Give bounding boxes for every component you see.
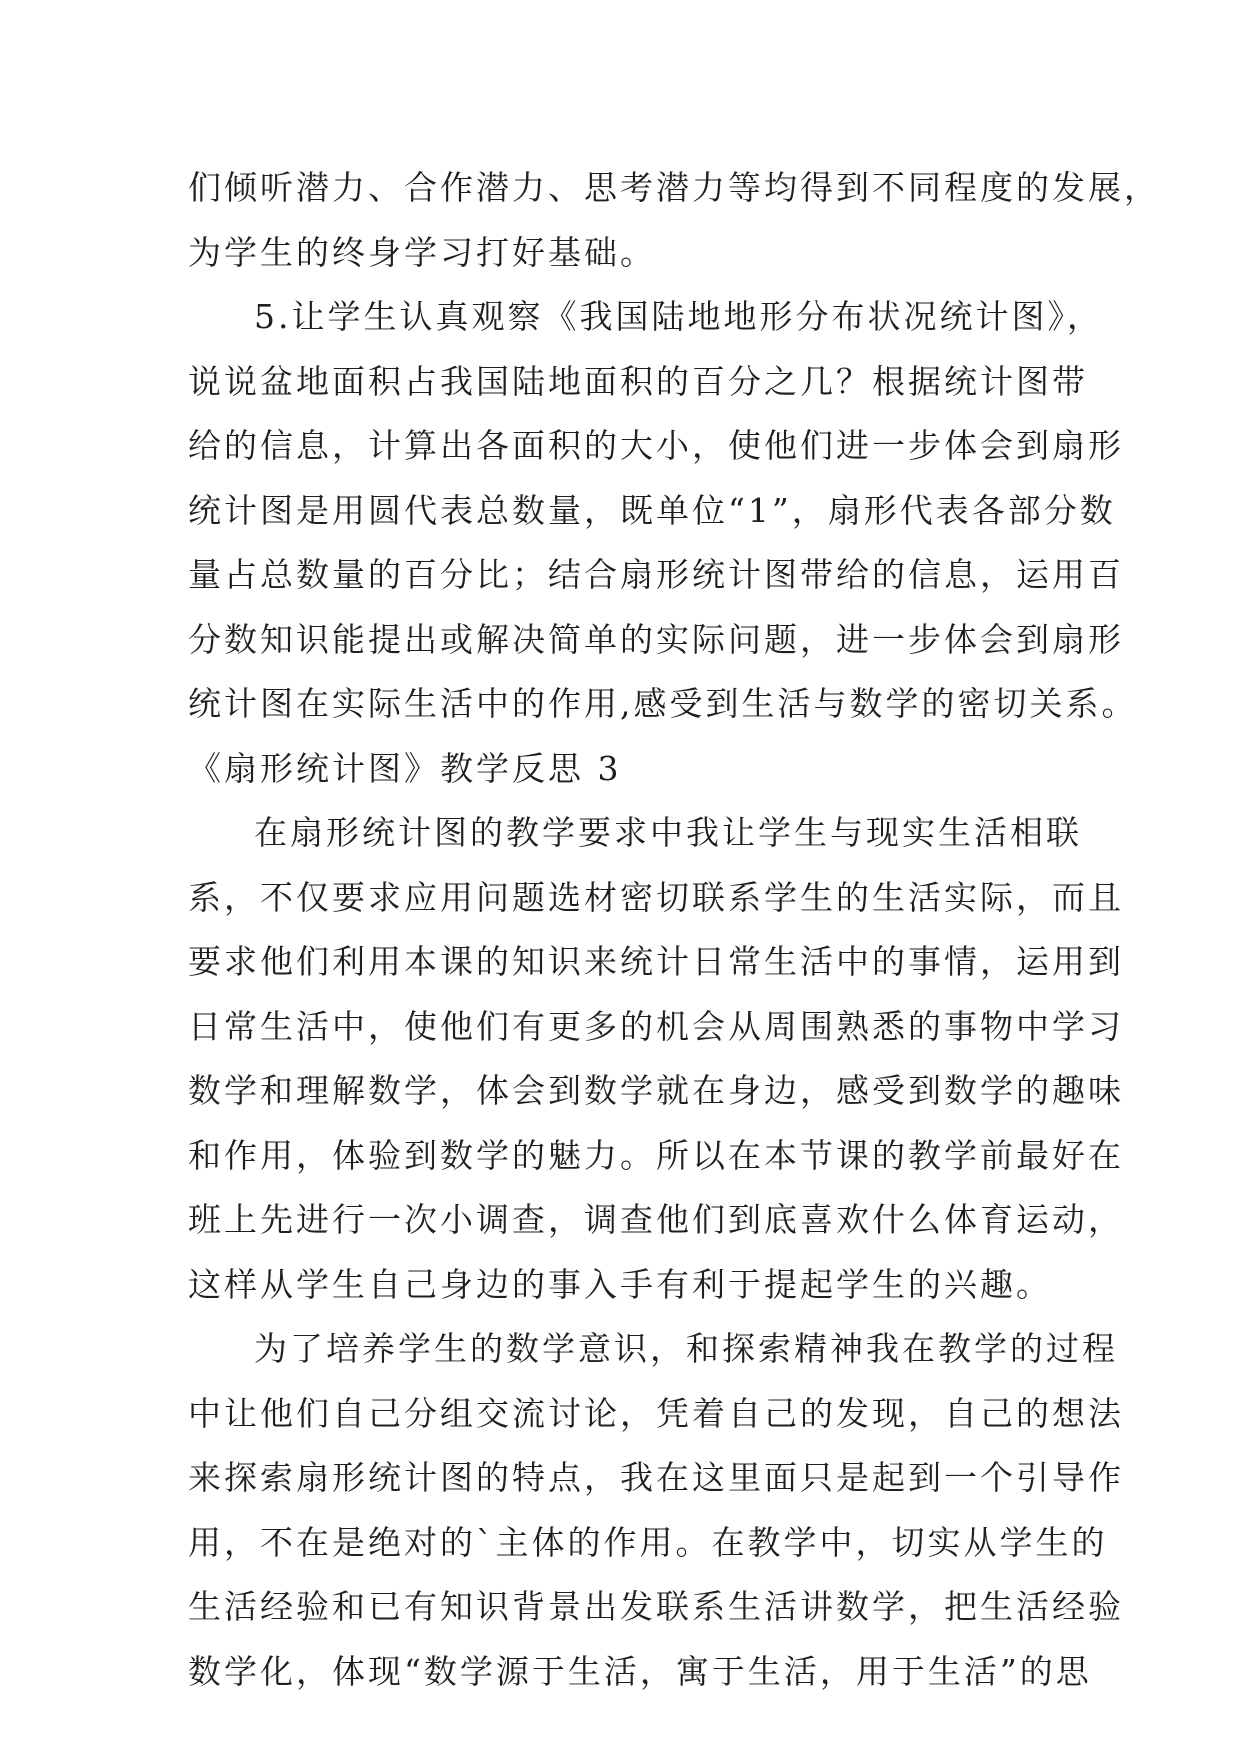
text-line: 数学和理解数学，体会到数学就在身边，感受到数学的趣味 xyxy=(188,1071,1124,1110)
text-line: 统计图在实际生活中的作用,感受到生活与数学的密切关系。 xyxy=(188,684,1138,723)
text-line: 和作用，体验到数学的魅力。所以在本节课的教学前最好在 xyxy=(188,1135,1124,1175)
text-line: 说说盆地面积占我国陆地面积的百分之几？根据统计图带 xyxy=(188,361,1088,401)
text-line: 给的信息，计算出各面积的大小，使他们进一步体会到扇形 xyxy=(188,426,1124,465)
text-line: 生活经验和已有知识背景出发联系生活讲数学，把生活经验 xyxy=(188,1587,1124,1626)
text-line: 统计图是用圆代表总数量，既单位“1”，扇形代表各部分数 xyxy=(188,490,1116,530)
text-line: 量占总数量的百分比；结合扇形统计图带给的信息，运用百 xyxy=(188,555,1124,594)
text-line: 数学化，体现“数学源于生活，寓于生活，用于生活”的思 xyxy=(188,1651,1092,1691)
text-line: 5.让学生认真观察《我国陆地地形分布状况统计图》， xyxy=(254,297,1103,336)
text-line: 系，不仅要求应用问题选材密切联系学生的生活实际，而且 xyxy=(188,877,1124,917)
text-line: 要求他们利用本课的知识来统计日常生活中的事情，运用到 xyxy=(188,942,1124,981)
text-line: 在扇形统计图的教学要求中我让学生与现实生活相联 xyxy=(254,813,1082,852)
text-line: 为学生的终身学习打好基础。 xyxy=(188,232,656,272)
text-line: 为了培养学生的数学意识，和探索精神我在教学的过程 xyxy=(254,1329,1118,1368)
text-line: 中让他们自己分组交流讨论，凭着自己的发现，自己的想法 xyxy=(188,1393,1124,1433)
text-line: 班上先进行一次小调查，调查他们到底喜欢什么体育运动， xyxy=(188,1200,1124,1239)
text-line: 用，不在是绝对的`主体的作用。在教学中，切实从学生的 xyxy=(188,1522,1108,1562)
text-line: 们倾听潜力、合作潜力、思考潜力等均得到不同程度的发展， xyxy=(188,168,1160,207)
text-line: 日常生活中，使他们有更多的机会从周围熟悉的事物中学习 xyxy=(188,1006,1124,1046)
document-body xyxy=(188,156,1160,1704)
text-line: 分数知识能提出或解决简单的实际问题，进一步体会到扇形 xyxy=(188,619,1124,659)
text-line: 这样从学生自己身边的事入手有利于提起学生的兴趣。 xyxy=(188,1264,1052,1304)
text-line: 《扇形统计图》教学反思 3 xyxy=(188,748,622,788)
text-line: 来探索扇形统计图的特点，我在这里面只是起到一个引导作 xyxy=(188,1458,1124,1497)
